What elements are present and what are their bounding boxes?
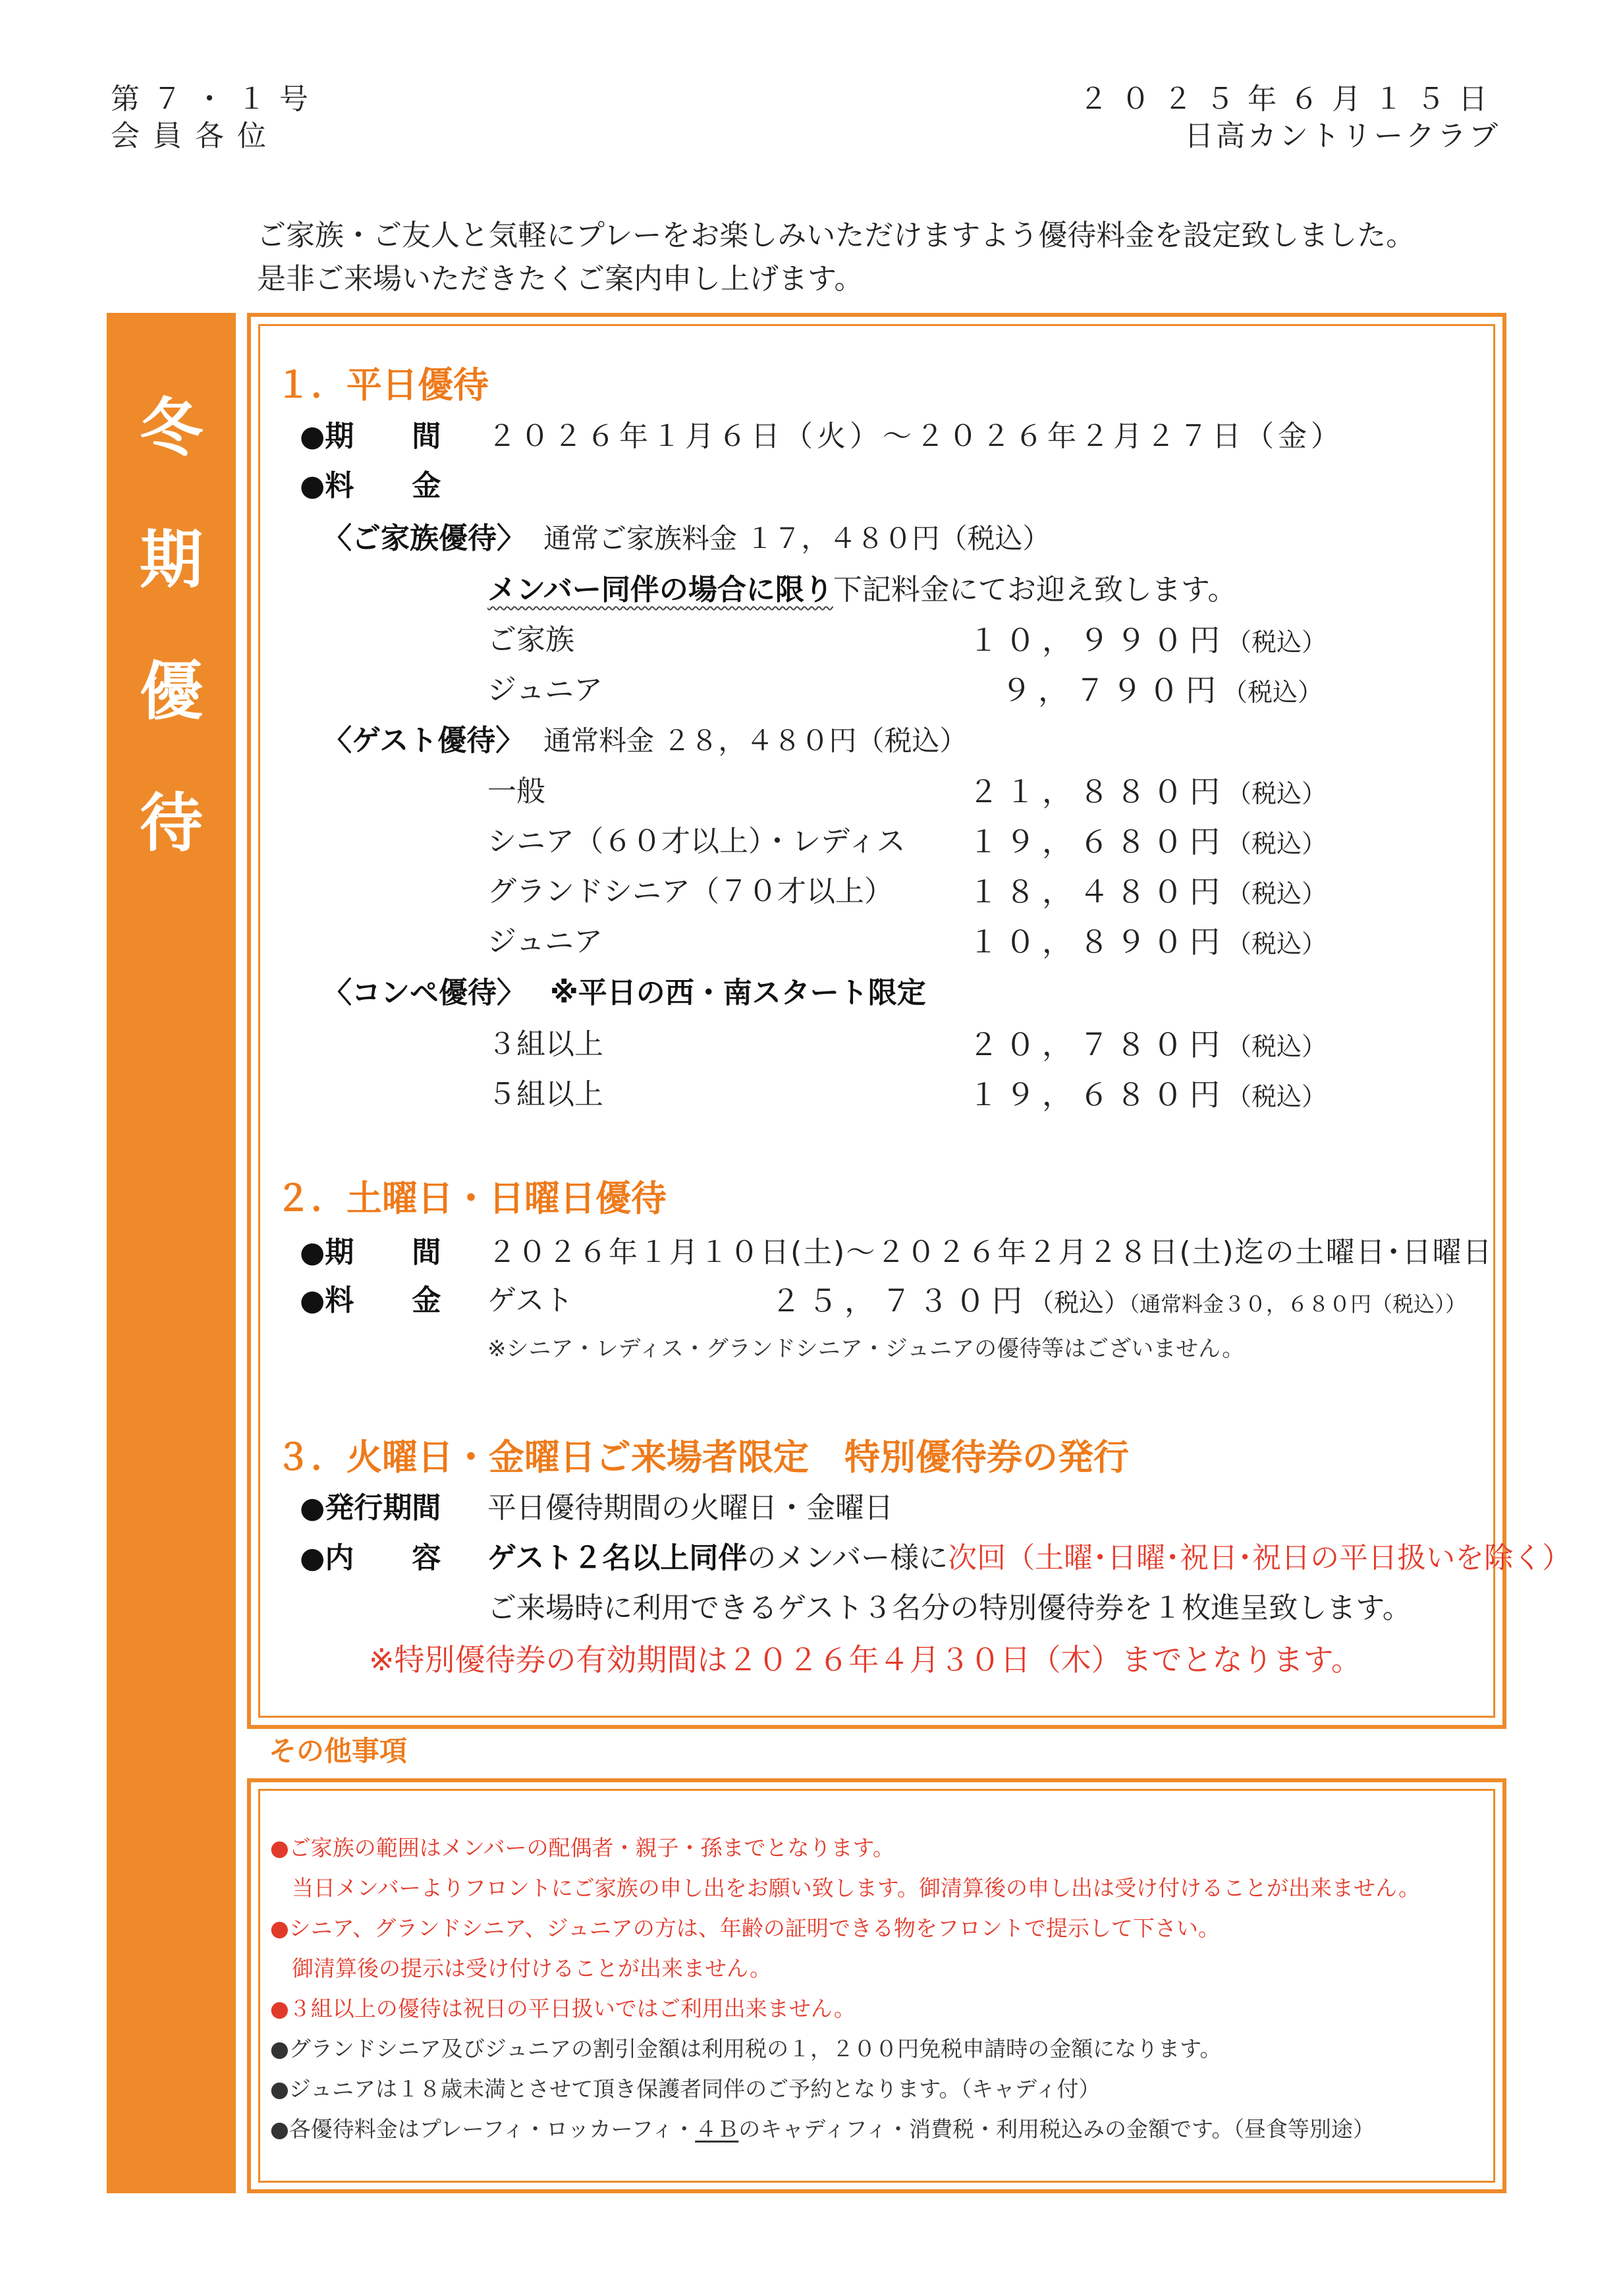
guest-fee-value: ２５，７３０円（税込）（通常料金３０，６８０円（税込）） bbox=[771, 1283, 1467, 1319]
price-item-name: グランドシニア（７０才以上） bbox=[487, 875, 893, 908]
note-item: ●ご家族の範囲はメンバーの配偶者・親子・孫までとなります。 bbox=[270, 1835, 894, 1861]
price-item-value: ２０，７８０円（税込） bbox=[968, 1027, 1327, 1062]
compe-note: ※平日の西・南スタート限定 bbox=[550, 976, 926, 1010]
note-item: ●ジュニアは１８歳未満とさせて頂き保護者同伴のご予約となります。（キャディ付） bbox=[270, 2076, 1101, 2102]
side-title-band bbox=[107, 313, 236, 2193]
price-item-name: ５組以上 bbox=[487, 1078, 603, 1111]
fee-label: ●料 金 bbox=[300, 1284, 441, 1317]
content-line-2: ご来場時に利用できるゲスト３名分の特別優待券を１枚進呈致します。 bbox=[487, 1591, 1412, 1625]
audience: 会員各位 bbox=[111, 119, 279, 153]
price-item-name: 一般 bbox=[487, 775, 545, 808]
section-1-heading: １．平日優待 bbox=[275, 364, 489, 406]
family-condition: メンバー同伴の場合に限り下記料金にてお迎え致します。 bbox=[487, 573, 1237, 607]
side-title-char: 冬 bbox=[140, 391, 203, 465]
note-item: 当日メンバーよりフロントにご家族の申し出をお願い致します。御清算後の申し出は受け付けることが出来ません。 bbox=[270, 1875, 1421, 1901]
validity-note: ※特別優待券の有効期間は２０２６年４月３０日（木）までとなります。 bbox=[369, 1642, 1362, 1678]
intro-line-1: ご家族・ご友人と気軽にプレーをお楽しみいただけますよう優待料金を設定致しました。 bbox=[257, 219, 1416, 252]
price-item-name: シニア（６０才以上）・レディス bbox=[487, 825, 906, 858]
price-item-name: ジュニア bbox=[487, 673, 603, 707]
note-item: ●各優待料金はプレーフィ・ロッカーフィ・４Ｂのキャディフィ・消費税・利用税込みの金額です。（昼食等別途） bbox=[270, 2116, 1375, 2142]
period-label: ●期 間 bbox=[300, 420, 441, 453]
price-item-value: １０，９９０円（税込） bbox=[968, 622, 1327, 658]
section-2-note: ※シニア・レディス・グランドシニア・ジュニアの優待等はございません。 bbox=[487, 1336, 1245, 1362]
doc-number: 第７・１号 bbox=[111, 82, 321, 116]
note-item: ●グランドシニア及びジュニアの割引金額は利用税の１，２００円免税申請時の金額になります。 bbox=[270, 2036, 1222, 2062]
section-2-heading: ２．土曜日・日曜日優待 bbox=[275, 1178, 667, 1219]
family-label: 〈ご家族優待〉 bbox=[323, 522, 526, 555]
compe-label: 〈コンペ優待〉 bbox=[323, 976, 526, 1010]
side-title-char: 期 bbox=[140, 523, 203, 597]
price-item-value: ９，７９０円（税込） bbox=[1001, 672, 1323, 708]
side-title-char: 待 bbox=[140, 786, 203, 860]
organization-name: 日高カントリークラブ bbox=[1184, 119, 1500, 153]
price-item-value: １９，６８０円（税込） bbox=[968, 1077, 1327, 1112]
side-title-char: 優 bbox=[140, 655, 203, 728]
family-regular: 通常ご家族料金 １７，４８０円（税込） bbox=[543, 522, 1051, 555]
price-item-value: １８，４８０円（税込） bbox=[968, 874, 1327, 910]
issue-date: ２０２５年６月１５日 bbox=[1079, 82, 1500, 116]
guest-label: 〈ゲスト優待〉 bbox=[323, 724, 525, 757]
guest-fee-name: ゲスト bbox=[487, 1284, 574, 1317]
other-notes-heading: その他事項 bbox=[269, 1735, 408, 1767]
content-line-1: ゲスト２名以上同伴のメンバー様に次回（土曜･日曜･祝日･祝日の平日扱いを除く） bbox=[487, 1541, 1572, 1575]
fee-label: ●料 金 bbox=[300, 469, 441, 503]
note-item: ●シニア、グランドシニア、ジュニアの方は、年齢の証明できる物をフロントで提示して下さい。 bbox=[270, 1915, 1220, 1941]
note-item: 御清算後の提示は受け付けることが出来ません。 bbox=[270, 1955, 771, 1981]
price-item-name: ご家族 bbox=[487, 623, 574, 657]
note-item: ●３組以上の優待は祝日の平日扱いではご利用出来ません。 bbox=[270, 1996, 856, 2021]
issue-period-label: ●発行期間 bbox=[300, 1491, 441, 1525]
price-item-value: ２１，８８０円（税込） bbox=[968, 774, 1327, 809]
period-value: ２０２６年１月６日（火）～２０２６年２月２７日（金） bbox=[487, 420, 1344, 453]
price-item-value: １９，６８０円（税込） bbox=[968, 824, 1327, 860]
price-item-value: １０，８９０円（税込） bbox=[968, 924, 1327, 960]
period-value: ２０２６年１月１０日(土)～２０２６年２月２８日(土)迄の土曜日･日曜日 bbox=[487, 1236, 1493, 1269]
notes-list bbox=[270, 1828, 1420, 2149]
guest-regular: 通常料金 ２８，４８０円（税込） bbox=[543, 724, 968, 757]
price-item-name: ３組以上 bbox=[487, 1027, 603, 1061]
content-label: ●内 容 bbox=[300, 1541, 441, 1575]
section-3-heading: ３．火曜日・金曜日ご来場者限定 特別優待券の発行 bbox=[275, 1436, 1129, 1478]
intro-line-2: 是非ご来場いただきたくご案内申し上げます。 bbox=[257, 262, 864, 296]
period-label: ●期 間 bbox=[300, 1236, 441, 1269]
price-item-name: ジュニア bbox=[487, 925, 603, 958]
issue-period-value: 平日優待期間の火曜日・金曜日 bbox=[487, 1491, 893, 1525]
